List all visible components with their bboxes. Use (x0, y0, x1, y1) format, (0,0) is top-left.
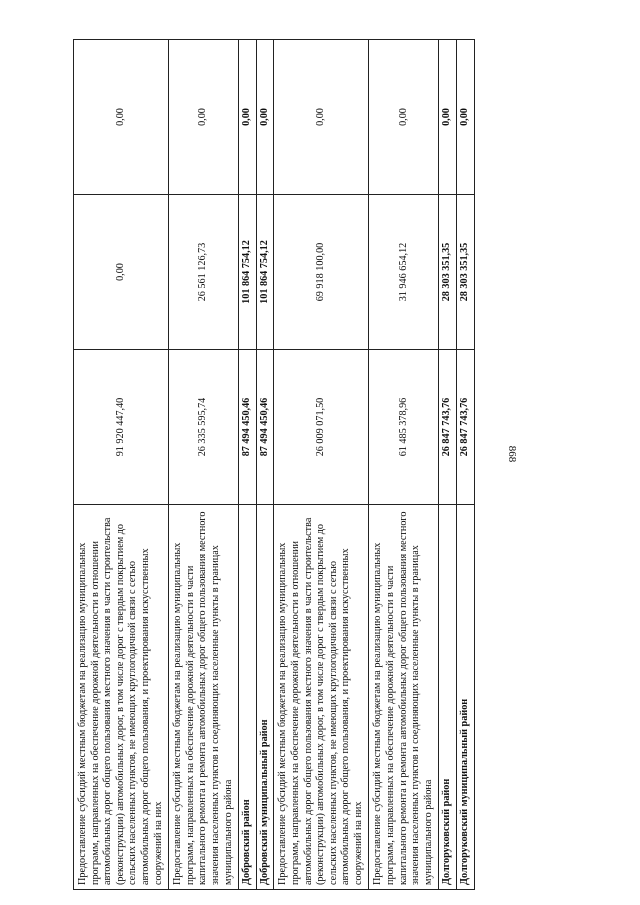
row-value-1: 26 847 743,76 (457, 350, 475, 505)
row-value-3: 0,00 (274, 40, 369, 195)
row-description: Предоставление субсидий местным бюджетам на реализацию муниципальных программ, направленных на обеспечение дорожной деятельности в отношении автомобильных дорог общего пользования местного значения в части строительства (реконструкции) автомобильных дорог, в том числе дорог с твердым покрытием до сельских населенных пунктов, не имеющих круглогодичной связи с сетью автомобильных дорог общего пользования, и проектирования искусственных сооружений на них (74, 505, 169, 890)
table-row-subtotal (457, 40, 475, 890)
table-row-subtotal (439, 40, 457, 890)
row-value-2: 0,00 (74, 195, 169, 350)
row-value-1: 26 847 743,76 (439, 350, 457, 505)
row-description: Предоставление субсидий местным бюджетам на реализацию муниципальных программ, направленных на обеспечение дорожной деятельности в части капитального ремонта и ремонта автомобильных дорог общего пользования местного значения населенных пунктов и соединяющих населенные пункты в границах муниципального района (369, 505, 439, 890)
row-description: Добровский район (239, 505, 257, 890)
row-value-2: 28 303 351,35 (439, 195, 457, 350)
table-row-subtotal (239, 40, 257, 890)
budget-table (73, 39, 475, 890)
row-description: Долгоруковский муниципальный район (457, 505, 475, 890)
row-value-1: 26 335 595,74 (169, 350, 239, 505)
page-number: 868 (506, 445, 518, 463)
table-row (369, 40, 439, 890)
row-value-1: 61 485 378,96 (369, 350, 439, 505)
row-value-3: 0,00 (439, 40, 457, 195)
row-value-2: 101 864 754,12 (256, 195, 274, 350)
table-row (274, 40, 369, 890)
row-value-1: 26 009 071,50 (274, 350, 369, 505)
row-value-3: 0,00 (457, 40, 475, 195)
row-description: Предоставление субсидий местным бюджетам на реализацию муниципальных программ, направленных на обеспечение дорожной деятельности в части капитального ремонта и ремонта автомобильных дорог общего пользования местного значения населенных пунктов и соединяющих населенные пункты в границах муниципального района (169, 505, 239, 890)
row-description: Предоставление субсидий местным бюджетам на реализацию муниципальных программ, направленных на обеспечение дорожной деятельности в отношении автомобильных дорог общего пользования местного значения в части строительства (реконструкции) автомобильных дорог, в том числе дорог с твердым покрытием до сельских населенных пунктов, не имеющих круглогодичной связи с сетью автомобильных дорог общего пользования, и проектирования искусственных сооружений на них (274, 505, 369, 890)
table-row (74, 40, 169, 890)
row-value-1: 87 494 450,46 (256, 350, 274, 505)
row-value-3: 0,00 (369, 40, 439, 195)
row-description: Добровский муниципальный район (256, 505, 274, 890)
row-value-2: 69 918 100,00 (274, 195, 369, 350)
row-value-2: 28 303 351,35 (457, 195, 475, 350)
row-value-2: 26 561 126,73 (169, 195, 239, 350)
row-value-3: 0,00 (256, 40, 274, 195)
table-row-subtotal (256, 40, 274, 890)
row-value-3: 0,00 (74, 40, 169, 195)
rotated-table-container (73, 40, 557, 890)
table-row (169, 40, 239, 890)
row-value-3: 0,00 (239, 40, 257, 195)
row-value-2: 31 946 654,12 (369, 195, 439, 350)
row-value-1: 91 920 447,40 (74, 350, 169, 505)
row-value-3: 0,00 (169, 40, 239, 195)
row-value-1: 87 494 450,46 (239, 350, 257, 505)
row-description: Долгоруковский район (439, 505, 457, 890)
row-value-2: 101 864 754,12 (239, 195, 257, 350)
